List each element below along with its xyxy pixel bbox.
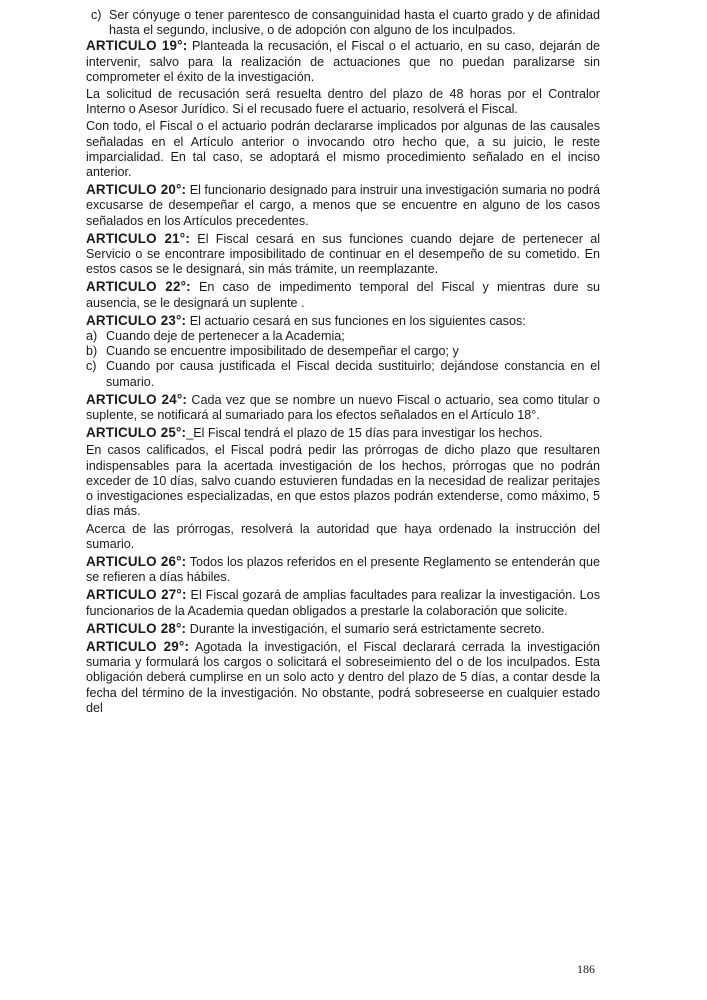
list-item	[86, 344, 600, 359]
article-text: Agotada la investigación, el Fiscal declarará cerrada la investigación sumaria y formulará los cargos o solicitará el sobreseimiento del o de los inculpados. Esta obligación deberá cumplirse en un solo acto y dentro del plazo de 5 días, a contar desde la fecha del término de la investigación. No obstante, podrá sobreseerse en cualquier estado del	[86, 639, 600, 715]
list-item-text: Cuando por causa justificada el Fiscal decida sustituirlo; dejándose constancia en el sumario.	[106, 359, 600, 389]
article-22	[86, 279, 600, 310]
list-item-letter: a)	[86, 329, 98, 344]
article-heading: ARTICULO 20°:	[86, 182, 187, 198]
article-heading: ARTICULO 23°:	[86, 312, 187, 328]
article-29	[86, 639, 600, 716]
article-19-paragraph-3: Con todo, el Fiscal o el actuario podrán declararse implicados por algunas de las causales señaladas en el Artículo anterior o invocando otro hecho que, a su juicio, le reste imparcialidad. En tal caso, se adoptará el mismo procedimiento señalado en el inciso anterior.	[86, 119, 600, 180]
list-item-text: Ser cónyuge o tener parentesco de consanguinidad hasta el cuarto grado y de afinidad hasta el segundo, inclusive, o de adopción con alguno de los inculpados.	[109, 8, 600, 38]
list-item-text: Cuando se encuentre imposibilitado de desempeñar el cargo; y	[106, 344, 459, 359]
list-item-letter: b)	[86, 344, 98, 359]
article-21	[86, 231, 600, 278]
article-heading: ARTICULO 26°:	[86, 553, 187, 569]
article-text: Planteada la recusación, el Fiscal o el actuario, en su caso, dejarán de intervenir, salvo para la realización de actuaciones que no puedan paralizarse sin comprometer el éxito de la investigación.	[86, 39, 600, 84]
article-25-paragraph-2: En casos calificados, el Fiscal podrá pedir las prórrogas de dicho plazo que resultaren indispensables para la acertada investigación de los hechos, prórrogas que no podrán exceder de 10 días, salvo cuando estuvieren fundadas en la necesidad de realizar peritajes o investigaciones especializadas, en que estos plazos podrán extenderse, como máximo, 5 días más.	[86, 443, 600, 519]
list-item	[86, 329, 600, 344]
article-text: Todos los plazos referidos en el presente Reglamento se entenderán que se refieren a días hábiles.	[86, 554, 600, 585]
page-number: 186	[577, 962, 595, 976]
article-25-paragraph-3: Acerca de las prórrogas, resolverá la autoridad que haya ordenado la instrucción del sumario.	[86, 521, 600, 551]
article-28	[86, 621, 600, 637]
article-23	[86, 313, 600, 329]
article-text: El Fiscal gozará de amplias facultades para realizar la investigación. Los funcionarios de la Academia quedan obligados a prestarle la colaboración que solicite.	[86, 588, 600, 618]
article-text: _El Fiscal tendrá el plazo de 15 días para investigar los hechos.	[186, 426, 543, 441]
list-item-letter: c)	[91, 8, 102, 22]
intro-list-item	[86, 8, 600, 38]
article-text: El funcionario designado para instruir una investigación sumaria no podrá excusarse de desempeñar el cargo, a menos que se encuentre en alguno de los casos señalados en los Artículos precedentes.	[86, 183, 600, 228]
article-24	[86, 392, 600, 423]
article-19-paragraph-2: La solicitud de recusación será resuelta dentro del plazo de 48 horas por el Contralor Interno o Asesor Jurídico. Si el recusado fuere el actuario, resolverá el Fiscal.	[86, 87, 600, 117]
article-heading: ARTICULO 25°:	[86, 425, 187, 441]
list-item-letter: c)	[86, 359, 97, 374]
article-heading: ARTICULO 27°:	[86, 587, 187, 603]
article-heading: ARTICULO 28°:	[86, 620, 187, 636]
article-text: El actuario cesará en sus funciones en los siguientes casos:	[186, 313, 526, 328]
article-27	[86, 587, 600, 618]
article-text: El Fiscal cesará en sus funciones cuando dejare de pertenecer al Servicio o se encontrare imposibilitado de continuar en el desempeño de su cometido. En estos casos se le designará, sin más trámite, un reemplazante.	[86, 231, 600, 277]
list-item	[86, 359, 600, 389]
article-heading: ARTICULO 29°:	[86, 638, 190, 654]
list-item-text: Cuando deje de pertenecer a la Academia;	[106, 329, 345, 344]
article-heading: ARTICULO 24°:	[86, 391, 188, 407]
article-heading: ARTICULO 22°:	[86, 279, 191, 295]
article-26	[86, 554, 600, 585]
article-25	[86, 425, 600, 441]
article-20	[86, 182, 600, 229]
article-text: En caso de impedimento temporal del Fiscal y mientras dure su ausencia, se le designará un suplente .	[86, 280, 600, 310]
article-19	[86, 38, 600, 85]
article-heading: ARTICULO 19°:	[86, 38, 188, 54]
article-heading: ARTICULO 21°:	[86, 230, 191, 246]
article-text: Cada vez que se nombre un nuevo Fiscal o actuario, sea como titular o suplente, se notificará al sumariado para los efectos señalados en el Artículo 18°.	[86, 392, 600, 423]
article-text: Durante la investigación, el sumario será estrictamente secreto.	[186, 621, 545, 636]
document-page	[86, 8, 600, 718]
